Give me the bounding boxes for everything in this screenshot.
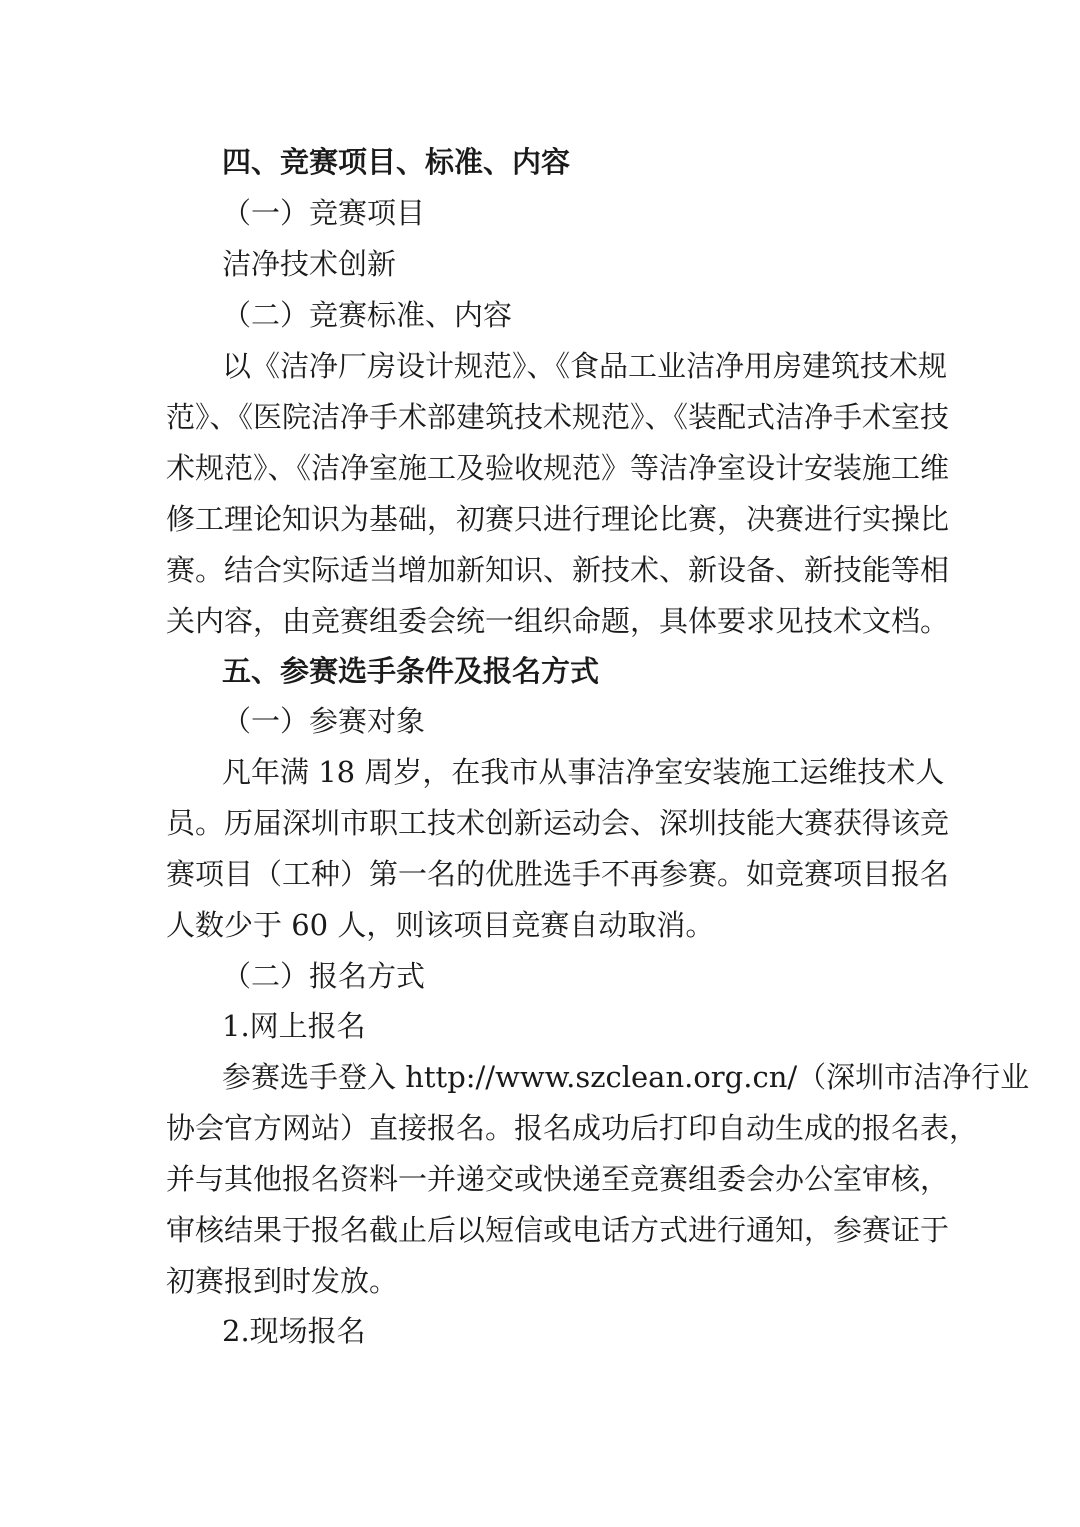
onsite-registration-heading: 2.现场报名 [222,1314,366,1348]
section-4-paragraph-line: 术规范》、《洁净室施工及验收规范》等洁净室设计安装施工维 [166,451,950,485]
section-4-paragraph-line: 关内容，由竞赛组委会统一组织命题，具体要求见技术文档。 [166,604,950,638]
section-5-paragraph-line: 赛项目（工种）第一名的优胜选手不再参赛。如竞赛项目报名 [166,857,950,891]
section-5-sub1-heading: （一）参赛对象 [222,704,426,738]
section-5-paragraph-line: 人数少于 60 人，则该项目竞赛自动取消。 [166,908,715,942]
section-4-paragraph-line: 范》、《医院洁净手术部建筑技术规范》、《装配式洁净手术室技 [166,400,950,434]
section-4-heading: 四、竞赛项目、标准、内容 [222,145,571,179]
section-5-paragraph-line: 员。历届深圳市职工技术创新运动会、深圳技能大赛获得该竞 [166,806,950,840]
online-registration-line: 审核结果于报名截止后以短信或电话方式进行通知，参赛证于 [166,1213,950,1247]
section-5-sub2-heading: （二）报名方式 [222,959,426,993]
online-registration-line: 协会官方网站）直接报名。报名成功后打印自动生成的报名表， [166,1111,979,1145]
section-4-sub2-heading: （二）竞赛标准、内容 [222,298,513,332]
section-5-heading: 五、参赛选手条件及报名方式 [222,654,600,688]
section-4-paragraph-line: 以《洁净厂房设计规范》、《食品工业洁净用房建筑技术规 [222,349,948,383]
online-registration-line: 初赛报到时发放。 [166,1264,399,1298]
section-4-sub1-text: 洁净技术创新 [222,247,397,281]
online-registration-line: 并与其他报名资料一并递交或快递至竞赛组委会办公室审核， [166,1162,950,1196]
online-registration-heading: 1.网上报名 [222,1009,366,1043]
section-4-paragraph-line: 赛。结合实际适当增加新知识、新技术、新设备、新技能等相 [166,553,950,587]
section-4-paragraph-line: 修工理论知识为基础，初赛只进行理论比赛，决赛进行实操比 [166,502,950,536]
section-4-sub1-heading: （一）竞赛项目 [222,196,426,230]
online-registration-line: 参赛选手登入 http://www.szclean.org.cn/（深圳市洁净行业 [222,1060,1030,1094]
section-5-paragraph-line: 凡年满 18 周岁，在我市从事洁净室安装施工运维技术人 [222,755,945,789]
